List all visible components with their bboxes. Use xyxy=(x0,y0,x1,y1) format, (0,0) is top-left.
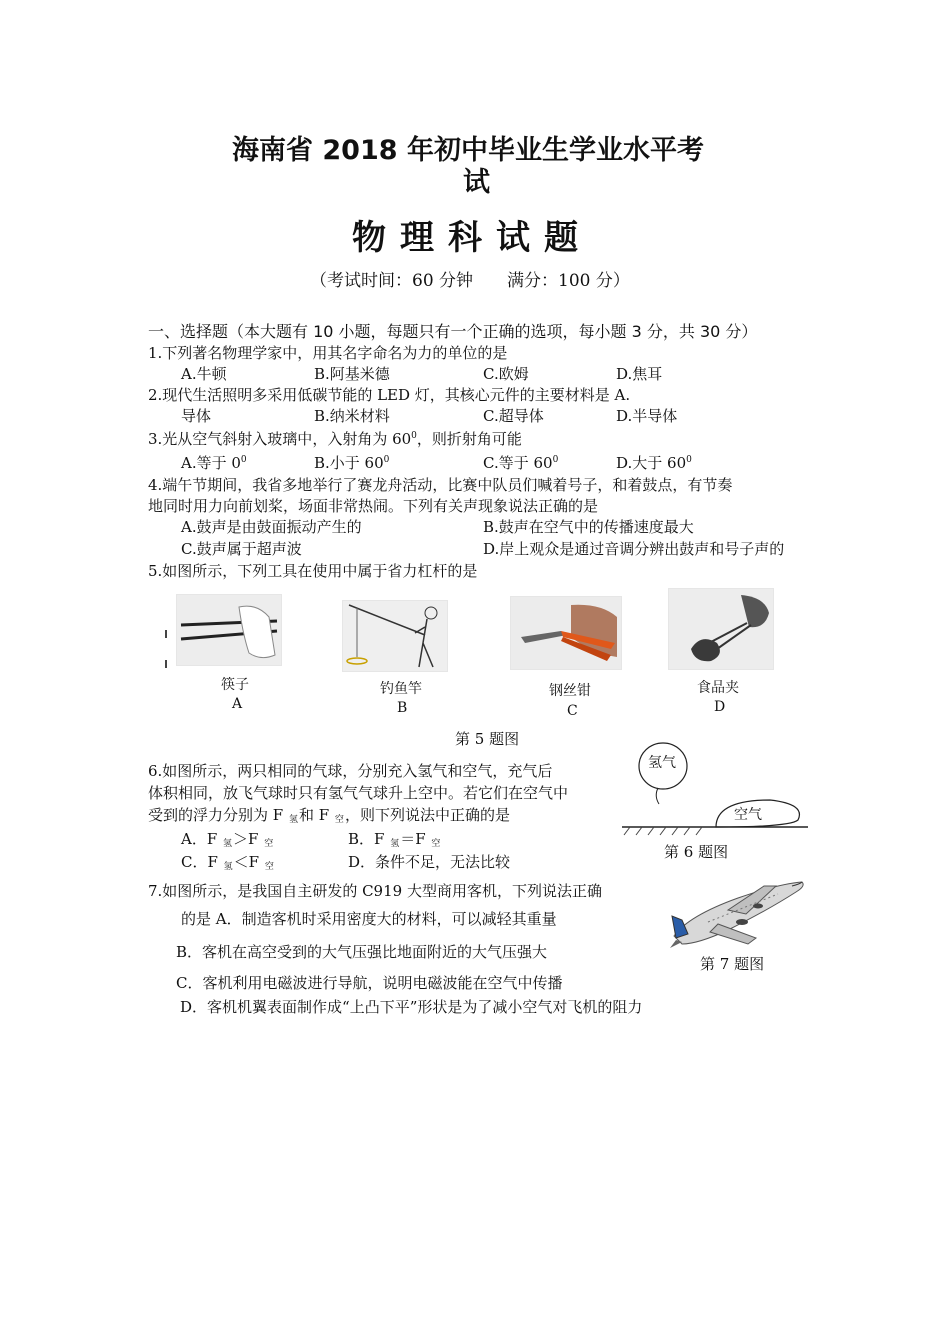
q2-option-a: 导体 xyxy=(181,407,212,425)
margin-mark xyxy=(165,630,167,638)
q1-stem: 1.下列著名物理学家中，用其名字命名为力的单位的是 xyxy=(148,344,508,362)
section-heading: 一、选择题（本大题有 10 小题，每题只有一个正确的选项，每小题 3 分，共 30 分） xyxy=(148,322,758,341)
exam-info: （考试时间：60 分钟 满分：100 分） xyxy=(310,271,630,291)
q7-option-d: D．客机机翼表面制作成“上凸下平”形状是为了减小空气对飞机的阻力 xyxy=(180,998,643,1016)
q7-line1: 7.如图所示，是我国自主研发的 C919 大型商用客机，下列说法正确 xyxy=(148,882,602,900)
chopsticks-icon xyxy=(177,595,281,665)
q7-line2: 的是 A．制造客机时采用密度大的材料，可以减轻其重量 xyxy=(181,910,557,928)
fishing-rod-icon xyxy=(343,601,447,671)
q3-option-a: A.等于 $0^0$ xyxy=(181,454,247,472)
margin-mark xyxy=(165,660,167,668)
q4-option-a: A.鼓声是由鼓面振动产生的 xyxy=(181,518,362,536)
q7-option-b: B．客机在高空受到的大气压强比地面附近的大气压强大 xyxy=(176,943,548,961)
hydrogen-balloon-label: 氢气 xyxy=(648,755,676,771)
q4-option-b: B.鼓声在空气中的传播速度最大 xyxy=(483,518,694,536)
q2-option-c: C.超导体 xyxy=(483,407,544,425)
tool-a-name: 筷子 xyxy=(221,677,249,693)
airplane-image xyxy=(668,876,808,952)
q3-stem: 3.光从空气斜射入玻璃中，入射角为 $60^0$，则折射角可能 xyxy=(148,430,522,448)
q2-option-d: D.半导体 xyxy=(616,407,678,425)
pliers-icon xyxy=(511,597,621,669)
q3-option-c: C.等于 $60^0$ xyxy=(483,454,559,472)
q5-figure-caption: 第 5 题图 xyxy=(455,730,520,748)
q7-figure-caption: 第 7 题图 xyxy=(700,955,765,973)
q6-figure-caption: 第 6 题图 xyxy=(664,843,729,861)
q3-option-d: D.大于 $60^0$ xyxy=(616,454,692,472)
tool-d-letter: D xyxy=(714,699,726,715)
q1-option-b: B.阿基米德 xyxy=(314,365,390,383)
airplane-icon xyxy=(670,882,803,948)
tool-c-letter: C xyxy=(567,703,578,719)
pliers-image xyxy=(510,596,622,670)
q6-option-a: A．F 氢＞F 空 xyxy=(181,830,274,849)
q7-option-c: C．客机利用电磁波进行导航，说明电磁波能在空气中传播 xyxy=(176,974,563,992)
q3-option-b: B.小于 $60^0$ xyxy=(314,454,390,472)
q4-option-d: D.岸上观众是通过音调分辨出鼓声和号子声的 xyxy=(483,540,785,558)
q2-option-b: B.纳米材料 xyxy=(314,407,390,425)
q1-option-a: A.牛顿 xyxy=(181,365,227,383)
food-tongs-image xyxy=(668,588,774,670)
q1-option-c: C.欧姆 xyxy=(483,365,529,383)
q4-stem-line2: 地同时用力向前划桨，场面非常热闹。下列有关声现象说法正确的是 xyxy=(148,497,599,515)
exam-title-line2: 试 xyxy=(463,167,490,198)
q5-stem: 5.如图所示，下列工具在使用中属于省力杠杆的是 xyxy=(148,562,478,580)
q6-line3: 受到的浮力分别为 F 氢和 F 空，则下列说法中正确的是 xyxy=(148,806,510,825)
tool-a-letter: A xyxy=(232,696,243,712)
food-tongs-icon xyxy=(669,589,773,669)
tool-c-name: 钢丝钳 xyxy=(549,683,591,699)
q6-option-d: D．条件不足，无法比较 xyxy=(348,853,511,871)
air-balloon-label: 空气 xyxy=(734,807,762,823)
exam-title-line1: 海南省 2018 年初中毕业生学业水平考 xyxy=(232,135,704,166)
q1-option-d: D.焦耳 xyxy=(616,365,663,383)
q4-option-c: C.鼓声属于超声波 xyxy=(181,540,302,558)
fishing-rod-image xyxy=(342,600,448,672)
tool-d-name: 食品夹 xyxy=(697,680,739,696)
chopsticks-image xyxy=(176,594,282,666)
tool-b-letter: B xyxy=(397,700,408,716)
q6-option-c: C．F 氢＜F 空 xyxy=(181,853,274,872)
tool-b-name: 钓鱼竿 xyxy=(380,681,422,697)
subject-title: 物理科试题 xyxy=(352,218,592,258)
q2-stem: 2.现代生活照明多采用低碳节能的 LED 灯，其核心元件的主要材料是 A. xyxy=(148,386,631,404)
q4-stem-line1: 4.端午节期间，我省多地举行了赛龙舟活动，比赛中队员们喊着号子，和着鼓点，有节奏 xyxy=(148,476,733,494)
q6-line1: 6.如图所示，两只相同的气球，分别充入氢气和空气，充气后 xyxy=(148,762,553,780)
q6-line2: 体积相同，放飞气球时只有氢气气球升上空中。若它们在空气中 xyxy=(148,784,569,802)
q6-option-b: B．F 氢＝F 空 xyxy=(348,830,441,849)
